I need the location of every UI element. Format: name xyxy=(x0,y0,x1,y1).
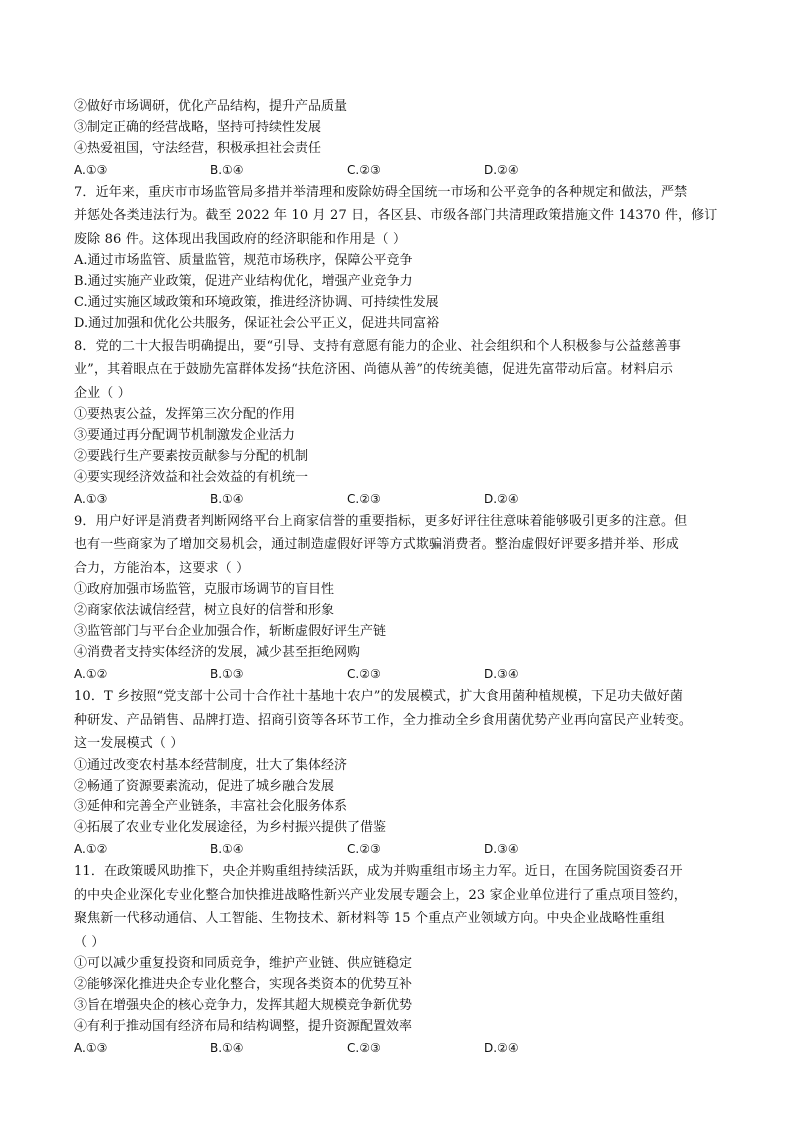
question-stem: 并惩处各类违法行为。截至 2022 年 10 月 27 日，各区县、市级各部门共清理政策措施文件 14370 件，修订 xyxy=(74,208,718,224)
choice-c[interactable]: C.②③ xyxy=(347,667,381,682)
choice-a[interactable]: A.①② xyxy=(74,667,108,682)
option-line: ①可以减少重复投资和同质竞争，维护产业链、供应链稳定 xyxy=(74,956,413,972)
question-stem: 合力，方能治本，这要求（ ） xyxy=(74,560,250,576)
question-stem: 废除 86 件。这体现出我国政府的经济职能和作用是（ ） xyxy=(74,231,407,247)
answer-choices xyxy=(74,839,728,860)
option-line[interactable]: D.通过加强和优化公共服务，保证社会公平正义，促进共同富裕 xyxy=(74,315,440,331)
option-line: ④拓展了农业专业化发展途径，为乡村振兴提供了借鉴 xyxy=(74,820,387,836)
option-line: ④要实现经济效益和社会效益的有机统一 xyxy=(74,470,309,486)
question-stem: 10．T 乡按照“党支部十公司十合作社十基地十农户”的发展模式，扩大食用菌种植规模，下足功夫做好菌 xyxy=(74,689,683,705)
choice-d[interactable]: D.③④ xyxy=(484,842,519,857)
question-stem: 9．用户好评是消费者判断网络平台上商家信誉的重要指标，更多好评往往意味着能够吸引更多的注意。但 xyxy=(74,513,688,529)
option-line[interactable]: C.通过实施区域政策和环境政策，推进经济协调、可持续性发展 xyxy=(74,295,439,311)
question-stem: 聚焦新一代移动通信、人工智能、生物技术、新材料等 15 个重点产业领域方向。中央企业战略性重组 xyxy=(74,911,665,927)
choice-b[interactable]: B.①④ xyxy=(210,842,244,857)
previous-question-options xyxy=(74,97,728,181)
question-stem: （ ） xyxy=(74,934,105,950)
option-line: ②做好市场调研，优化产品结构，提升产品质量 xyxy=(74,99,348,114)
option-line: ①要热衷公益，发挥第三次分配的作用 xyxy=(74,407,296,423)
option-line: ②商家依法诚信经营，树立良好的信誉和形象 xyxy=(74,603,335,619)
question-stem: 8．党的二十大报告明确提出，要“引导、支持有意愿有能力的企业、社会组织和个人积极参与公益慈善事 xyxy=(74,338,681,354)
choice-b[interactable]: B.①④ xyxy=(210,491,244,506)
question-8 xyxy=(74,335,728,510)
question-9 xyxy=(74,510,728,685)
option-line: ③制定正确的经营战略，坚持可持续性发展 xyxy=(74,119,322,135)
choice-d[interactable]: D.②④ xyxy=(484,1040,519,1055)
choice-a[interactable]: A.①③ xyxy=(74,162,108,177)
answer-choices xyxy=(74,1038,728,1059)
option-line: ②畅通了资源要素流动，促进了城乡融合发展 xyxy=(74,778,335,794)
question-11 xyxy=(74,860,728,1059)
choice-b[interactable]: B.①④ xyxy=(210,1040,244,1055)
option-line: ④热爱祖国，守法经营，积极承担社会责任 xyxy=(74,140,322,156)
option-line: ③延伸和完善全产业链条，丰富社会化服务体系 xyxy=(74,799,348,815)
answer-choices xyxy=(74,664,728,685)
question-stem: 11．在政策暖风助推下，央企并购重组持续活跃，成为并购重组市场主力军。近日，在国务院国资委召开 xyxy=(74,864,683,880)
choice-a[interactable]: A.①③ xyxy=(74,491,108,506)
option-line: ④消费者支持实体经济的发展，减少甚至拒绝网购 xyxy=(74,645,361,661)
answer-choices xyxy=(74,160,728,181)
question-stem: 企业（ ） xyxy=(74,385,131,401)
choice-d[interactable]: D.②④ xyxy=(484,162,519,177)
question-7 xyxy=(74,181,728,335)
choice-a[interactable]: A.①③ xyxy=(74,1040,108,1055)
choice-d[interactable]: D.③④ xyxy=(484,667,519,682)
choice-d[interactable]: D.②④ xyxy=(484,491,519,506)
question-stem: 也有一些商家为了增加交易机会，通过制造虚假好评等方式欺骗消费者。整治虚假好评要多措并举、形成 xyxy=(74,537,679,553)
option-line: ②能够深化推进央企专业化整合，实现各类资本的优势互补 xyxy=(74,977,413,993)
option-line: ③旨在增强央企的核心竞争力，发挥其超大规模竞争新优势 xyxy=(74,998,413,1014)
choice-c[interactable]: C.②③ xyxy=(347,162,381,177)
option-line: ①通过改变农村基本经营制度，壮大了集体经济 xyxy=(74,757,348,773)
choice-c[interactable]: C.②③ xyxy=(347,491,381,506)
option-line[interactable]: B.通过实施产业政策，促进产业结构优化，增强产业竞争力 xyxy=(74,274,413,290)
choice-c[interactable]: C.②③ xyxy=(347,842,381,857)
choice-a[interactable]: A.①② xyxy=(74,842,108,857)
option-line: ③监管部门与平台企业加强合作，斩断虚假好评生产链 xyxy=(74,624,387,640)
question-stem: 业”，其着眼点在于鼓励先富群体发扬“扶危济困、尚德从善”的传统美德，促进先富带动后富。材料启示 xyxy=(74,362,673,378)
exam-page xyxy=(74,97,728,1059)
question-stem: 种研发、产品销售、品牌打造、招商引资等各环节工作，全力推动全乡食用菌优势产业再向富民产业转变。 xyxy=(74,712,693,728)
option-line[interactable]: A.通过市场监管、质量监管，规范市场秩序，保障公平竞争 xyxy=(74,253,413,269)
option-line: ③要通过再分配调节机制激发企业活力 xyxy=(74,428,296,444)
option-line: ④有利于推动国有经济布局和结构调整，提升资源配置效率 xyxy=(74,1018,413,1034)
question-stem: 这一发展模式（ ） xyxy=(74,736,184,752)
option-line: ②要践行生产要素按贡献参与分配的机制 xyxy=(74,449,309,465)
answer-choices xyxy=(74,489,728,510)
choice-b[interactable]: B.①③ xyxy=(210,667,244,682)
choice-c[interactable]: C.②③ xyxy=(347,1040,381,1055)
question-10 xyxy=(74,685,728,860)
question-stem: 7．近年来，重庆市市场监管局多措并举清理和废除妨碍全国统一市场和公平竞争的各种规定和做法，严禁 xyxy=(74,184,688,200)
option-line: ①政府加强市场监管，克服市场调节的盲目性 xyxy=(74,582,335,598)
question-stem: 的中央企业深化专业化整合加快推进战略性新兴产业发展专题会上，23 家企业单位进行了重点项目签约， xyxy=(74,887,687,903)
choice-b[interactable]: B.①④ xyxy=(210,162,244,177)
